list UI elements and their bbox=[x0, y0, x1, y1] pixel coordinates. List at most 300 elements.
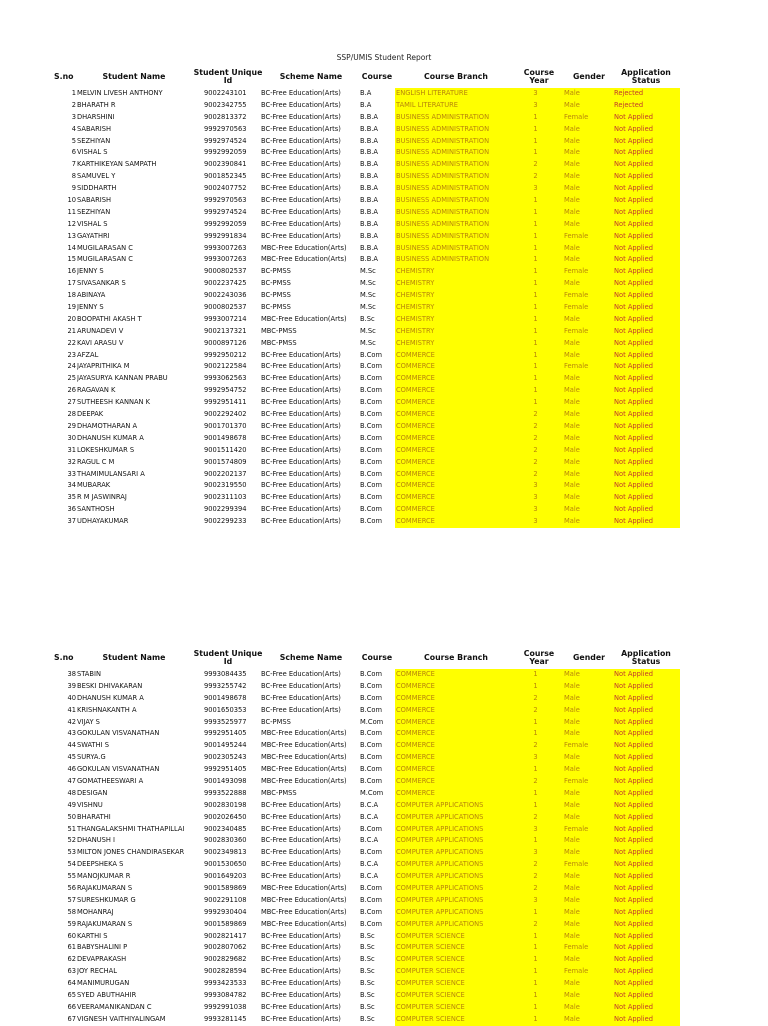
cell-gender: Male bbox=[561, 100, 612, 112]
cell-course-year: 1 bbox=[510, 231, 561, 243]
cell-application-status: Not Applied bbox=[612, 504, 680, 516]
cell-application-status: Not Applied bbox=[612, 266, 680, 278]
cell-student-name: BOOPATHI AKASH T bbox=[77, 314, 142, 323]
cell-application-status: Not Applied bbox=[612, 954, 680, 966]
cell-scheme-name: BC-PMSS bbox=[261, 717, 291, 726]
cell-application-status: Not Applied bbox=[612, 764, 680, 776]
cell-course: B.Com bbox=[360, 433, 382, 442]
cell-course: M.Com bbox=[360, 717, 384, 726]
cell-gender: Male bbox=[561, 124, 612, 136]
cell-course-branch: COMMERCE bbox=[395, 705, 511, 717]
cell-course-year: 1 bbox=[510, 136, 561, 148]
cell-sno: 52 bbox=[67, 836, 76, 845]
table-row bbox=[0, 681, 768, 693]
table-row bbox=[0, 183, 768, 195]
cell-student-name: RAJAKUMARAN S bbox=[77, 884, 133, 893]
cell-course-branch: COMPUTER SCIENCE bbox=[395, 1014, 511, 1026]
cell-course-branch: COMMERCE bbox=[395, 457, 511, 469]
cell-course: B.Sc bbox=[360, 967, 375, 976]
cell-course: B.Com bbox=[360, 753, 382, 762]
cell-course-year: 2 bbox=[510, 693, 561, 705]
cell-course: B.B.A bbox=[360, 243, 379, 252]
cell-sno: 24 bbox=[67, 362, 76, 371]
cell-student-name: BESKI DHIVAKARAN bbox=[77, 681, 143, 690]
cell-course-branch: BUSINESS ADMINISTRATION bbox=[395, 243, 511, 255]
cell-scheme-name: BC-Free Education(Arts) bbox=[261, 160, 341, 169]
cell-student-name: SURESHKUMAR G bbox=[77, 895, 136, 904]
cell-sno: 57 bbox=[67, 895, 76, 904]
cell-application-status: Not Applied bbox=[612, 895, 680, 907]
table-row bbox=[0, 326, 768, 338]
cell-scheme-name: MBC-Free Education(Arts) bbox=[261, 919, 347, 928]
cell-sno: 62 bbox=[67, 955, 76, 964]
cell-student-name: KAVI ARASU V bbox=[77, 338, 124, 347]
cell-course-year: 3 bbox=[510, 752, 561, 764]
cell-course-branch: CHEMISTRY bbox=[395, 278, 511, 290]
cell-student-name: MUBARAK bbox=[77, 481, 111, 490]
cell-course-branch: COMMERCE bbox=[395, 788, 511, 800]
cell-course-year: 2 bbox=[510, 859, 561, 871]
cell-course-branch: COMMERCE bbox=[395, 516, 511, 528]
cell-course: B.Com bbox=[360, 457, 382, 466]
cell-course-branch: BUSINESS ADMINISTRATION bbox=[395, 136, 511, 148]
header-gender: Gender bbox=[573, 653, 605, 662]
cell-application-status: Not Applied bbox=[612, 254, 680, 266]
cell-application-status: Not Applied bbox=[612, 907, 680, 919]
table-row bbox=[0, 290, 768, 302]
cell-scheme-name: BC-Free Education(Arts) bbox=[261, 184, 341, 193]
table-row bbox=[0, 433, 768, 445]
cell-course-year: 1 bbox=[510, 764, 561, 776]
cell-student-unique-id: 9002407752 bbox=[204, 184, 247, 193]
cell-student-unique-id: 9992991834 bbox=[204, 231, 247, 240]
cell-application-status: Not Applied bbox=[612, 966, 680, 978]
cell-scheme-name: BC-Free Education(Arts) bbox=[261, 445, 341, 454]
cell-course-branch: COMMERCE bbox=[395, 421, 511, 433]
cell-student-name: ARUNADEVI V bbox=[77, 326, 124, 335]
cell-gender: Male bbox=[561, 931, 612, 943]
cell-course: B.Sc bbox=[360, 943, 375, 952]
report-table-section-1 bbox=[0, 66, 768, 528]
cell-course-branch: BUSINESS ADMINISTRATION bbox=[395, 231, 511, 243]
cell-student-name: RAJAKUMARAN S bbox=[77, 919, 133, 928]
cell-application-status: Not Applied bbox=[612, 776, 680, 788]
cell-application-status: Not Applied bbox=[612, 326, 680, 338]
cell-sno: 31 bbox=[67, 445, 76, 454]
cell-course: B.Com bbox=[360, 919, 382, 928]
cell-course: B.Com bbox=[360, 469, 382, 478]
cell-application-status: Not Applied bbox=[612, 231, 680, 243]
cell-gender: Male bbox=[561, 207, 612, 219]
cell-course-branch: COMPUTER APPLICATIONS bbox=[395, 824, 511, 836]
cell-course-year: 1 bbox=[510, 350, 561, 362]
table-row bbox=[0, 942, 768, 954]
cell-sno: 41 bbox=[67, 705, 76, 714]
cell-gender: Male bbox=[561, 373, 612, 385]
cell-course: B.B.A bbox=[360, 136, 379, 145]
table-row bbox=[0, 480, 768, 492]
cell-student-name: RAGUL C M bbox=[77, 457, 115, 466]
cell-student-unique-id: 9000802537 bbox=[204, 303, 247, 312]
cell-student-name: RAGAVAN K bbox=[77, 386, 116, 395]
cell-gender: Male bbox=[561, 681, 612, 693]
cell-gender: Male bbox=[561, 705, 612, 717]
cell-application-status: Not Applied bbox=[612, 171, 680, 183]
table-row bbox=[0, 302, 768, 314]
cell-gender: Male bbox=[561, 728, 612, 740]
cell-scheme-name: MBC-Free Education(Arts) bbox=[261, 895, 347, 904]
table-row bbox=[0, 800, 768, 812]
cell-course: B.Com bbox=[360, 907, 382, 916]
cell-course-year: 2 bbox=[510, 883, 561, 895]
cell-course-year: 1 bbox=[510, 728, 561, 740]
cell-gender: Male bbox=[561, 159, 612, 171]
cell-student-unique-id: 9993522888 bbox=[204, 788, 247, 797]
cell-course-branch: BUSINESS ADMINISTRATION bbox=[395, 207, 511, 219]
cell-sno: 33 bbox=[67, 469, 76, 478]
table-row bbox=[0, 776, 768, 788]
cell-course-branch: BUSINESS ADMINISTRATION bbox=[395, 171, 511, 183]
table-row bbox=[0, 373, 768, 385]
header-sno: S.no bbox=[54, 72, 74, 81]
cell-course-branch: COMMERCE bbox=[395, 492, 511, 504]
cell-sno: 63 bbox=[67, 967, 76, 976]
cell-course-year: 1 bbox=[510, 266, 561, 278]
table-row bbox=[0, 231, 768, 243]
cell-gender: Male bbox=[561, 835, 612, 847]
header-student-name: Student Name bbox=[102, 72, 166, 81]
cell-student-name: BHARATH R bbox=[77, 100, 116, 109]
cell-student-unique-id: 9002390841 bbox=[204, 160, 247, 169]
cell-course: B.Com bbox=[360, 693, 382, 702]
cell-course: B.Com bbox=[360, 445, 382, 454]
cell-sno: 6 bbox=[71, 148, 76, 157]
cell-student-name: VISHAL S bbox=[77, 148, 108, 157]
cell-course-branch: COMMERCE bbox=[395, 693, 511, 705]
table-row bbox=[0, 195, 768, 207]
cell-scheme-name: BC-Free Education(Arts) bbox=[261, 362, 341, 371]
cell-application-status: Not Applied bbox=[612, 990, 680, 1002]
header-course: Course bbox=[361, 653, 393, 662]
cell-course-year: 1 bbox=[510, 669, 561, 681]
cell-course: B.Com bbox=[360, 421, 382, 430]
cell-student-unique-id: 9992970563 bbox=[204, 124, 247, 133]
cell-student-name: ABINAYA bbox=[77, 291, 106, 300]
cell-student-unique-id: 9001498678 bbox=[204, 433, 247, 442]
cell-course-branch: COMMERCE bbox=[395, 728, 511, 740]
table-row bbox=[0, 136, 768, 148]
cell-course-branch: BUSINESS ADMINISTRATION bbox=[395, 183, 511, 195]
cell-sno: 59 bbox=[67, 919, 76, 928]
cell-scheme-name: BC-Free Education(Arts) bbox=[261, 705, 341, 714]
cell-student-name: SUTHEESH KANNAN K bbox=[77, 398, 151, 407]
cell-gender: Male bbox=[561, 895, 612, 907]
cell-sno: 12 bbox=[67, 219, 76, 228]
table-row bbox=[0, 728, 768, 740]
cell-sno: 43 bbox=[67, 729, 76, 738]
cell-student-name: VIGNESH VAITHIYALINGAM bbox=[77, 1014, 166, 1023]
cell-sno: 53 bbox=[67, 848, 76, 857]
cell-scheme-name: BC-PMSS bbox=[261, 279, 291, 288]
cell-student-name: DHANUSH KUMAR A bbox=[77, 693, 144, 702]
cell-sno: 55 bbox=[67, 872, 76, 881]
cell-student-unique-id: 9002243101 bbox=[204, 89, 247, 97]
cell-sno: 47 bbox=[67, 777, 76, 786]
cell-student-unique-id: 9993281145 bbox=[204, 1014, 247, 1023]
cell-sno: 38 bbox=[67, 670, 76, 678]
cell-scheme-name: BC-Free Education(Arts) bbox=[261, 681, 341, 690]
cell-scheme-name: MBC-Free Education(Arts) bbox=[261, 729, 347, 738]
cell-course-branch: CHEMISTRY bbox=[395, 314, 511, 326]
cell-gender: Male bbox=[561, 954, 612, 966]
cell-student-name: SABARISH bbox=[77, 124, 111, 133]
cell-course-year: 2 bbox=[510, 445, 561, 457]
cell-course-branch: COMMERCE bbox=[395, 740, 511, 752]
table-row bbox=[0, 883, 768, 895]
cell-course-year: 2 bbox=[510, 871, 561, 883]
cell-student-unique-id: 9993007263 bbox=[204, 243, 247, 252]
table-row bbox=[0, 717, 768, 729]
cell-gender: Male bbox=[561, 314, 612, 326]
cell-course: B.Sc bbox=[360, 991, 375, 1000]
cell-gender: Male bbox=[561, 445, 612, 457]
cell-course: B.Com bbox=[360, 505, 382, 514]
cell-student-name: SWATHI S bbox=[77, 741, 110, 750]
cell-student-unique-id: 9001498678 bbox=[204, 693, 247, 702]
table-row bbox=[0, 314, 768, 326]
cell-gender: Female bbox=[561, 942, 612, 954]
cell-gender: Female bbox=[561, 112, 612, 124]
cell-course-year: 1 bbox=[510, 314, 561, 326]
cell-gender: Male bbox=[561, 136, 612, 148]
cell-application-status: Not Applied bbox=[612, 705, 680, 717]
cell-student-name: MANOJKUMAR R bbox=[77, 872, 131, 881]
cell-course-branch: COMMERCE bbox=[395, 776, 511, 788]
cell-student-name: DEEPAK bbox=[77, 410, 104, 419]
cell-gender: Male bbox=[561, 516, 612, 528]
cell-gender: Female bbox=[561, 326, 612, 338]
cell-course-branch: TAMIL LITERATURE bbox=[395, 100, 511, 112]
cell-student-unique-id: 9001493098 bbox=[204, 777, 247, 786]
header-student-name: Student Name bbox=[102, 653, 166, 662]
cell-scheme-name: BC-Free Education(Arts) bbox=[261, 812, 341, 821]
cell-student-name: JENNY S bbox=[77, 303, 104, 312]
cell-sno: 29 bbox=[67, 421, 76, 430]
cell-course-branch: BUSINESS ADMINISTRATION bbox=[395, 219, 511, 231]
cell-course-year: 2 bbox=[510, 776, 561, 788]
header-scheme-name: Scheme Name bbox=[279, 72, 343, 81]
cell-student-unique-id: 9992930404 bbox=[204, 907, 247, 916]
table-row bbox=[0, 871, 768, 883]
table-header bbox=[0, 66, 768, 88]
cell-course-branch: COMPUTER APPLICATIONS bbox=[395, 812, 511, 824]
cell-course-branch: COMPUTER APPLICATIONS bbox=[395, 883, 511, 895]
table-row bbox=[0, 361, 768, 373]
cell-course: B.Com bbox=[360, 848, 382, 857]
cell-application-status: Not Applied bbox=[612, 302, 680, 314]
cell-student-name: GOMATHEESWARI A bbox=[77, 777, 144, 786]
cell-application-status: Not Applied bbox=[612, 469, 680, 481]
cell-scheme-name: BC-Free Education(Arts) bbox=[261, 517, 341, 526]
table-body bbox=[0, 669, 768, 1026]
cell-course-branch: BUSINESS ADMINISTRATION bbox=[395, 254, 511, 266]
cell-course-branch: COMPUTER APPLICATIONS bbox=[395, 871, 511, 883]
cell-gender: Male bbox=[561, 492, 612, 504]
cell-sno: 9 bbox=[71, 184, 76, 193]
cell-gender: Male bbox=[561, 847, 612, 859]
cell-course-year: 3 bbox=[510, 183, 561, 195]
cell-scheme-name: MBC-Free Education(Arts) bbox=[261, 907, 347, 916]
table-row bbox=[0, 100, 768, 112]
cell-gender: Male bbox=[561, 883, 612, 895]
cell-student-name: STABIN bbox=[77, 670, 101, 678]
cell-sno: 28 bbox=[67, 410, 76, 419]
cell-scheme-name: BC-Free Education(Arts) bbox=[261, 148, 341, 157]
cell-scheme-name: MBC-Free Education(Arts) bbox=[261, 777, 347, 786]
cell-sno: 26 bbox=[67, 386, 76, 395]
cell-sno: 65 bbox=[67, 991, 76, 1000]
cell-sno: 23 bbox=[67, 350, 76, 359]
cell-course-branch: COMMERCE bbox=[395, 445, 511, 457]
cell-course: B.B.A bbox=[360, 231, 379, 240]
cell-application-status: Not Applied bbox=[612, 681, 680, 693]
cell-student-unique-id: 9992970563 bbox=[204, 196, 247, 205]
cell-course-year: 2 bbox=[510, 159, 561, 171]
cell-sno: 66 bbox=[67, 1002, 76, 1011]
cell-sno: 16 bbox=[67, 267, 76, 276]
cell-scheme-name: MBC-Free Education(Arts) bbox=[261, 765, 347, 774]
cell-scheme-name: BC-Free Education(Arts) bbox=[261, 693, 341, 702]
cell-course: M.Sc bbox=[360, 267, 376, 276]
cell-student-name: VEERAMANIKANDAN C bbox=[77, 1002, 152, 1011]
cell-course-year: 3 bbox=[510, 504, 561, 516]
cell-course-year: 2 bbox=[510, 409, 561, 421]
cell-course-year: 2 bbox=[510, 457, 561, 469]
cell-sno: 32 bbox=[67, 457, 76, 466]
cell-application-status: Not Applied bbox=[612, 136, 680, 148]
cell-student-name: SAMUVEL Y bbox=[77, 172, 116, 181]
cell-sno: 30 bbox=[67, 433, 76, 442]
cell-course-year: 2 bbox=[510, 919, 561, 931]
table-row bbox=[0, 966, 768, 978]
cell-sno: 67 bbox=[67, 1014, 76, 1023]
cell-gender: Male bbox=[561, 278, 612, 290]
cell-course-branch: COMPUTER APPLICATIONS bbox=[395, 907, 511, 919]
cell-application-status: Not Applied bbox=[612, 492, 680, 504]
cell-course-year: 1 bbox=[510, 243, 561, 255]
cell-student-name: JOY RECHAL bbox=[77, 967, 117, 976]
cell-scheme-name: BC-Free Education(Arts) bbox=[261, 848, 341, 857]
cell-course-year: 3 bbox=[510, 492, 561, 504]
table-row bbox=[0, 847, 768, 859]
cell-course-branch: COMPUTER SCIENCE bbox=[395, 1002, 511, 1014]
cell-sno: 34 bbox=[67, 481, 76, 490]
table-row bbox=[0, 219, 768, 231]
cell-sno: 37 bbox=[67, 517, 76, 526]
cell-student-name: AFZAL bbox=[77, 350, 99, 359]
cell-scheme-name: BC-Free Education(Arts) bbox=[261, 136, 341, 145]
cell-student-unique-id: 9992950212 bbox=[204, 350, 247, 359]
cell-gender: Male bbox=[561, 219, 612, 231]
cell-gender: Male bbox=[561, 1002, 612, 1014]
cell-gender: Female bbox=[561, 859, 612, 871]
cell-student-unique-id: 9993084435 bbox=[204, 670, 247, 678]
cell-sno: 50 bbox=[67, 812, 76, 821]
header-course-year: Course Year bbox=[523, 649, 555, 666]
header-scheme-name: Scheme Name bbox=[279, 653, 343, 662]
cell-scheme-name: BC-Free Education(Arts) bbox=[261, 1014, 341, 1023]
cell-sno: 42 bbox=[67, 717, 76, 726]
table-row bbox=[0, 907, 768, 919]
cell-course-branch: ENGLISH LITERATURE bbox=[395, 88, 511, 100]
cell-student-unique-id: 9002319550 bbox=[204, 481, 247, 490]
cell-sno: 17 bbox=[67, 279, 76, 288]
cell-course: M.Sc bbox=[360, 326, 376, 335]
cell-student-name: GOKULAN VISVANATHAN bbox=[77, 765, 160, 774]
cell-student-unique-id: 9002291108 bbox=[204, 895, 247, 904]
cell-course-branch: COMMERCE bbox=[395, 373, 511, 385]
table-row bbox=[0, 124, 768, 136]
report-title: SSP/UMIS Student Report bbox=[336, 53, 432, 62]
cell-course-branch: COMMERCE bbox=[395, 752, 511, 764]
cell-gender: Female bbox=[561, 361, 612, 373]
cell-application-status: Not Applied bbox=[612, 812, 680, 824]
cell-scheme-name: BC-Free Education(Arts) bbox=[261, 89, 341, 97]
cell-course-branch: COMMERCE bbox=[395, 469, 511, 481]
cell-scheme-name: BC-Free Education(Arts) bbox=[261, 386, 341, 395]
table-row bbox=[0, 669, 768, 681]
cell-student-name: BHARATHI bbox=[77, 812, 111, 821]
cell-gender: Male bbox=[561, 717, 612, 729]
table-row bbox=[0, 350, 768, 362]
cell-scheme-name: BC-Free Education(Arts) bbox=[261, 860, 341, 869]
cell-student-unique-id: 9992974524 bbox=[204, 207, 247, 216]
cell-student-unique-id: 9001495244 bbox=[204, 741, 247, 750]
cell-student-name: UDHAYAKUMAR bbox=[77, 517, 129, 526]
cell-application-status: Not Applied bbox=[612, 373, 680, 385]
cell-sno: 58 bbox=[67, 907, 76, 916]
table-row bbox=[0, 171, 768, 183]
cell-student-name: GOKULAN VISVANATHAN bbox=[77, 729, 160, 738]
cell-course-branch: COMMERCE bbox=[395, 717, 511, 729]
cell-application-status: Not Applied bbox=[612, 824, 680, 836]
cell-gender: Male bbox=[561, 812, 612, 824]
table-row bbox=[0, 705, 768, 717]
cell-course-branch: BUSINESS ADMINISTRATION bbox=[395, 195, 511, 207]
cell-student-unique-id: 9001511420 bbox=[204, 445, 247, 454]
cell-application-status: Not Applied bbox=[612, 847, 680, 859]
cell-course-year: 1 bbox=[510, 835, 561, 847]
cell-gender: Male bbox=[561, 990, 612, 1002]
cell-gender: Female bbox=[561, 290, 612, 302]
cell-sno: 48 bbox=[67, 788, 76, 797]
cell-scheme-name: BC-Free Education(Arts) bbox=[261, 505, 341, 514]
cell-course: B.C.A bbox=[360, 812, 379, 821]
cell-course: B.Com bbox=[360, 410, 382, 419]
cell-course-branch: COMMERCE bbox=[395, 681, 511, 693]
cell-course: M.Sc bbox=[360, 291, 376, 300]
table-row bbox=[0, 919, 768, 931]
cell-application-status: Not Applied bbox=[612, 728, 680, 740]
cell-course: B.Com bbox=[360, 765, 382, 774]
cell-scheme-name: BC-Free Education(Arts) bbox=[261, 991, 341, 1000]
cell-application-status: Not Applied bbox=[612, 717, 680, 729]
cell-scheme-name: BC-Free Education(Arts) bbox=[261, 943, 341, 952]
cell-sno: 22 bbox=[67, 338, 76, 347]
cell-course-branch: CHEMISTRY bbox=[395, 302, 511, 314]
cell-scheme-name: MBC-Free Education(Arts) bbox=[261, 243, 347, 252]
cell-student-name: JENNY S bbox=[77, 267, 104, 276]
